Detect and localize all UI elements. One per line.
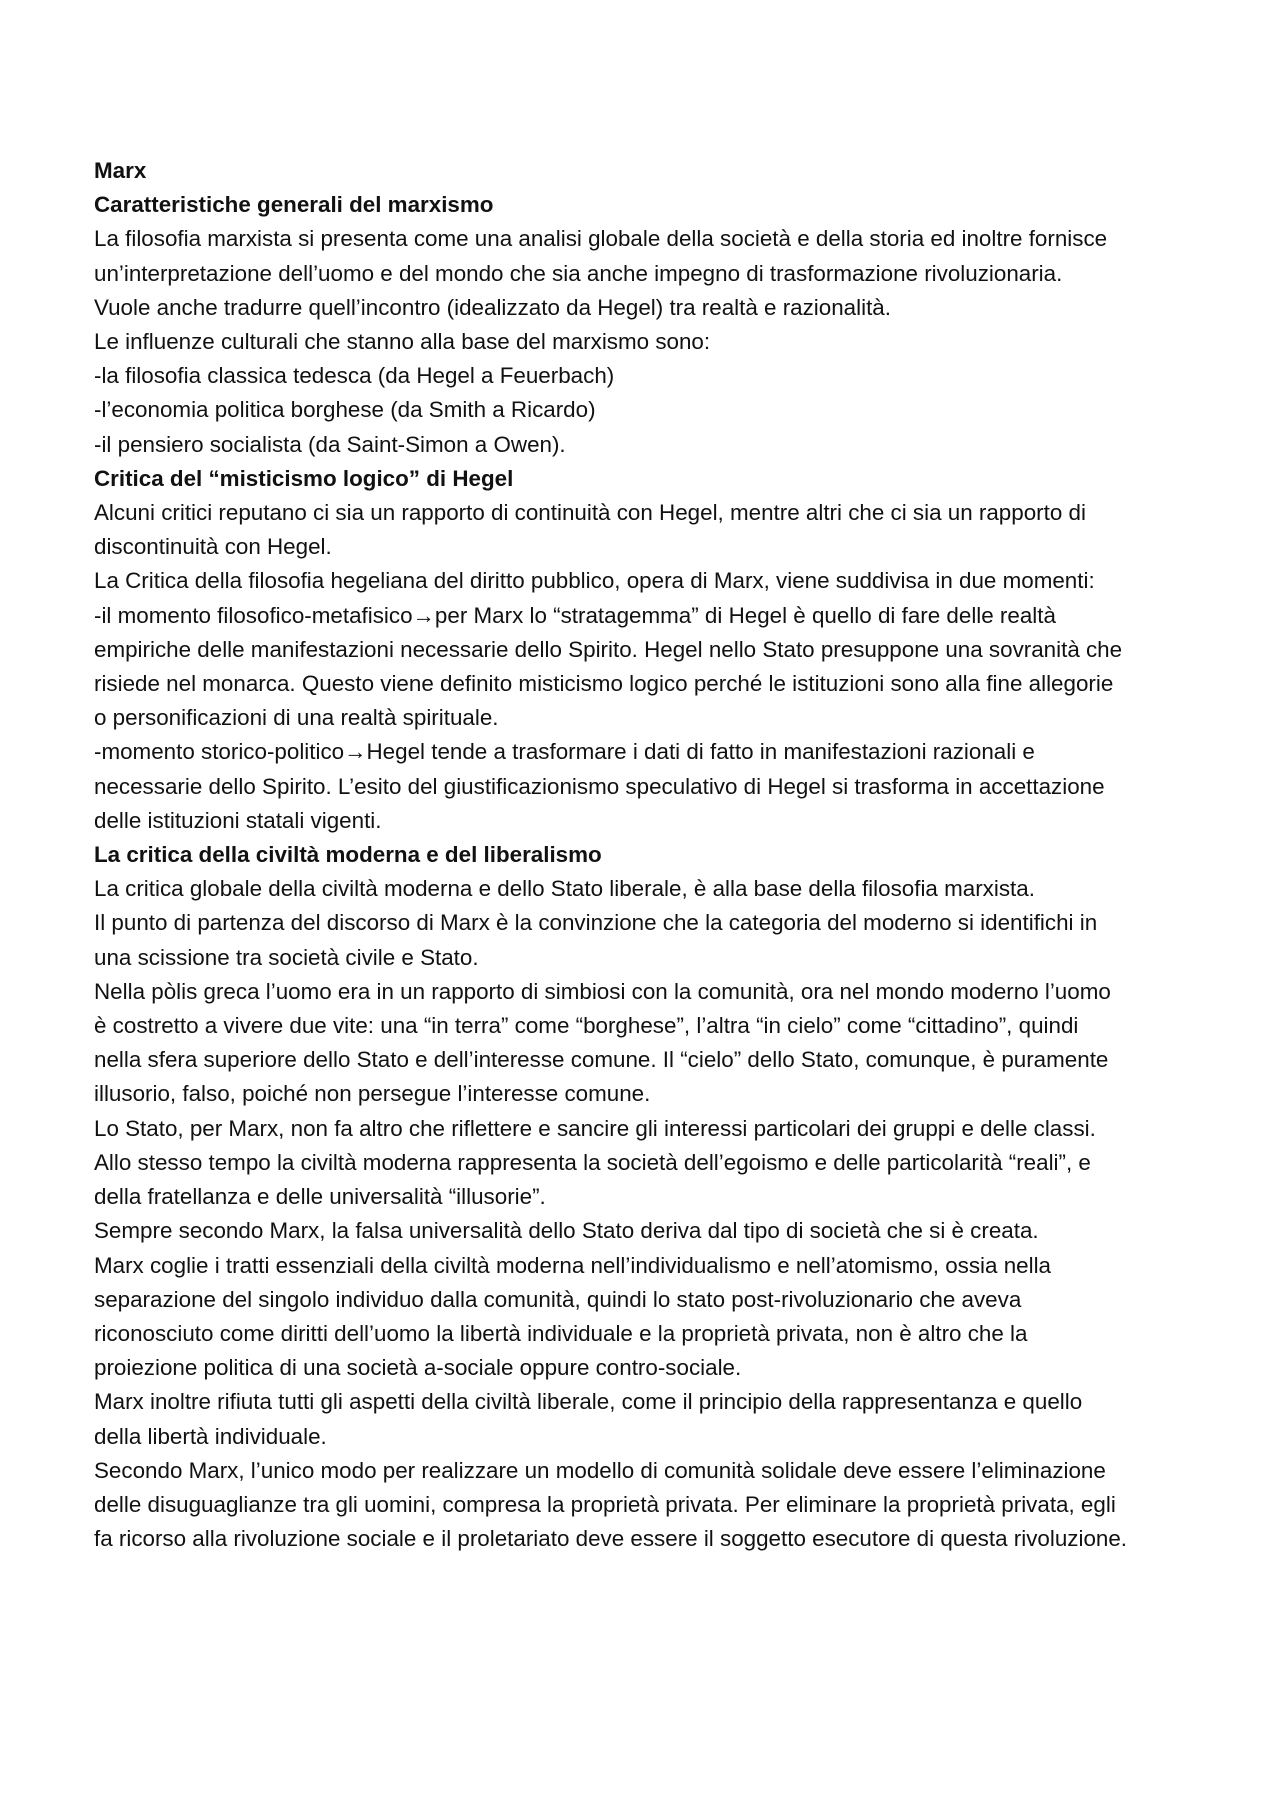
text-line: fa ricorso alla rivoluzione sociale e il proletariato deve essere il soggetto esecutore di questa rivoluzione.: [94, 1526, 1128, 1552]
text-line: un’interpretazione dell’uomo e del mondo che sia anche impegno di trasformazione rivoluzionaria.: [94, 260, 1063, 286]
text-line: riconosciuto come diritti dell’uomo la libertà individuale e la proprietà privata, non è altro che la: [94, 1320, 1028, 1346]
text-line: La Critica della filosofia hegeliana del diritto pubblico, opera di Marx, viene suddivisa in due momenti:: [94, 568, 1095, 594]
text-line: La filosofia marxista si presenta come una analisi globale della società e della storia ed inoltre fornisce: [94, 226, 1108, 252]
text-line: Marx inoltre rifiuta tutti gli aspetti della civiltà liberale, come il principio della rappresentanza e quello: [94, 1389, 1083, 1415]
text-line: nella sfera superiore dello Stato e dell’interesse comune. Il “cielo” dello Stato, comunque, è puramente: [94, 1047, 1109, 1073]
text-line: proiezione politica di una società a-sociale oppure contro-sociale.: [94, 1355, 742, 1381]
text-line: delle istituzioni statali vigenti.: [94, 807, 382, 833]
text-line: Il punto di partenza del discorso di Marx è la convinzione che la categoria del moderno si identifichi in: [94, 910, 1098, 936]
text-line: o personificazioni di una realtà spirituale.: [94, 705, 499, 731]
text-line: Secondo Marx, l’unico modo per realizzare un modello di comunità solidale deve essere l’eliminazione: [94, 1457, 1106, 1483]
text-line: -l’economia politica borghese (da Smith a Ricardo): [94, 397, 596, 423]
text-line: della fratellanza e delle universalità “illusorie”.: [94, 1184, 546, 1210]
text-line: -il pensiero socialista (da Saint-Simon a Owen).: [94, 431, 566, 457]
section-heading: La critica della civiltà moderna e del liberalismo: [94, 842, 602, 868]
text-line: separazione del singolo individuo dalla comunità, quindi lo stato post-rivoluzionario che aveva: [94, 1286, 1022, 1312]
section-heading: Caratteristiche generali del marxismo: [94, 192, 494, 218]
section-heading: Marx: [94, 158, 147, 183]
text-line: Sempre secondo Marx, la falsa universalità dello Stato deriva dal tipo di società che si è creata.: [94, 1218, 1039, 1244]
text-line: è costretto a vivere due vite: una “in terra” come “borghese”, l’altra “in cielo” come “cittadino”, quindi: [94, 1013, 1079, 1039]
text-line: una scissione tra società civile e Stato.: [94, 944, 479, 970]
text-line: empiriche delle manifestazioni necessarie dello Spirito. Hegel nello Stato presuppone una sovranità che: [94, 636, 1123, 662]
section-heading: Critica del “misticismo logico” di Hegel: [94, 465, 514, 491]
text-line: -il momento filosofico-metafisico→per Marx lo “stratagemma” di Hegel è quello di fare delle realtà: [94, 602, 1056, 628]
text-line: La critica globale della civiltà moderna e dello Stato liberale, è alla base della filosofia marxista.: [94, 876, 1035, 902]
text-line: Allo stesso tempo la civiltà moderna rappresenta la società dell’egoismo e delle particolarità “reali”, e: [94, 1149, 1091, 1175]
text-line: necessarie dello Spirito. L’esito del giustificazionismo speculativo di Hegel si trasforma in accettazione: [94, 773, 1105, 799]
text-line: discontinuità con Hegel.: [94, 534, 332, 560]
text-line: illusorio, falso, poiché non persegue l’interesse comune.: [94, 1081, 651, 1107]
text-line: Le influenze culturali che stanno alla base del marxismo sono:: [94, 329, 711, 355]
text-line: risiede nel monarca. Questo viene definito misticismo logico perché le istituzioni sono alla fine allegorie: [94, 671, 1114, 697]
text-line: Lo Stato, per Marx, non fa altro che riflettere e sancire gli interessi particolari dei gruppi e delle classi.: [94, 1115, 1096, 1141]
text-line: -la filosofia classica tedesca (da Hegel a Feuerbach): [94, 363, 615, 389]
text-line: Nella pòlis greca l’uomo era in un rapporto di simbiosi con la comunità, ora nel mondo moderno l’uomo: [94, 978, 1111, 1004]
text-line: Marx coglie i tratti essenziali della civiltà moderna nell’individualismo e nell’atomismo, ossia nella: [94, 1252, 1052, 1278]
document-body: [94, 154, 1214, 1556]
text-line: Vuole anche tradurre quell’incontro (idealizzato da Hegel) tra realtà e razionalità.: [94, 294, 891, 320]
text-line: -momento storico-politico→Hegel tende a trasformare i dati di fatto in manifestazioni razionali e: [94, 739, 1035, 765]
text-line: Alcuni critici reputano ci sia un rapporto di continuità con Hegel, mentre altri che ci sia un rapporto di: [94, 500, 1086, 526]
text-line: della libertà individuale.: [94, 1423, 327, 1449]
text-line: delle disuguaglianze tra gli uomini, compresa la proprietà privata. Per eliminare la proprietà privata, egli: [94, 1491, 1116, 1517]
